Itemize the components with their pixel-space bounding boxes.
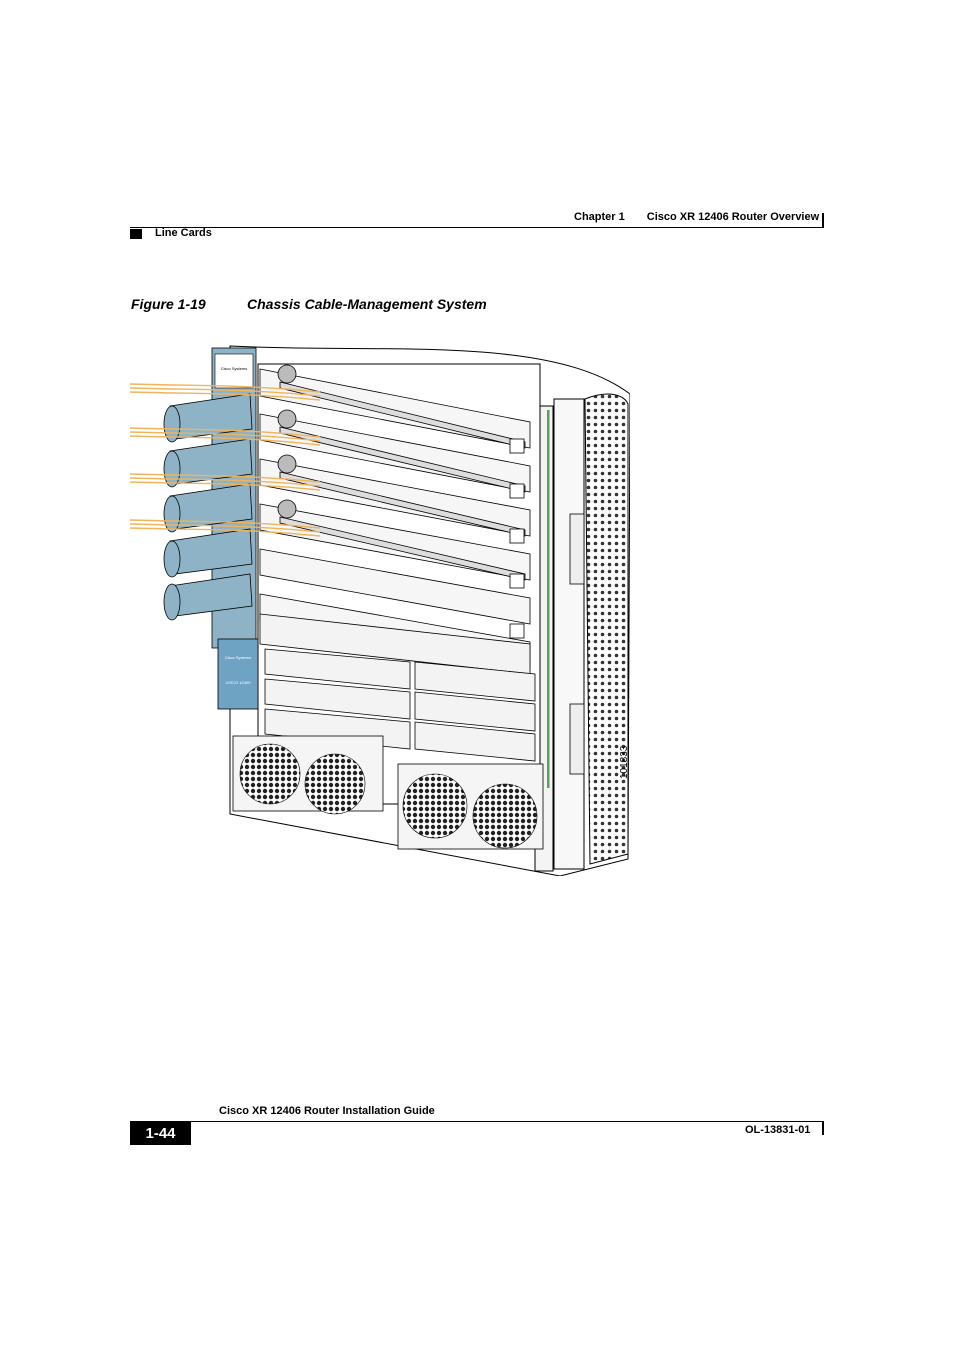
- figure-number: Figure 1-19: [131, 296, 206, 312]
- header-rule: [130, 227, 823, 228]
- footer-guide-title: Cisco XR 12406 Router Installation Guide: [219, 1105, 435, 1117]
- side-vent-panel: [585, 394, 628, 864]
- figure-title: Chassis Cable-Management System: [247, 296, 487, 312]
- footer-rule: [130, 1121, 823, 1122]
- image-id: 101833: [619, 745, 630, 779]
- badge-model-text: CISCO 12400: [225, 680, 251, 685]
- fan-grille-3: [403, 774, 467, 838]
- footer-bar: [822, 1121, 824, 1135]
- section-marker: [130, 229, 142, 239]
- header-bar: [822, 213, 824, 228]
- bracket-logo-text: Cisco Systems: [220, 366, 248, 371]
- chapter-label: Chapter 1: [574, 211, 625, 223]
- badge-logo-text: Cisco Systems: [224, 655, 252, 660]
- fan-grille-1: [240, 744, 300, 804]
- chapter-title: Cisco XR 12406 Router Overview: [646, 211, 820, 223]
- running-header-chapter: [574, 211, 819, 223]
- section-title: Line Cards: [155, 227, 212, 239]
- fan-grille-4: [473, 784, 537, 848]
- chassis-illustration: [130, 344, 630, 876]
- page-number: 1-44: [130, 1121, 191, 1145]
- fan-grille-2: [305, 754, 365, 814]
- doc-number: OL-13831-01: [745, 1124, 811, 1136]
